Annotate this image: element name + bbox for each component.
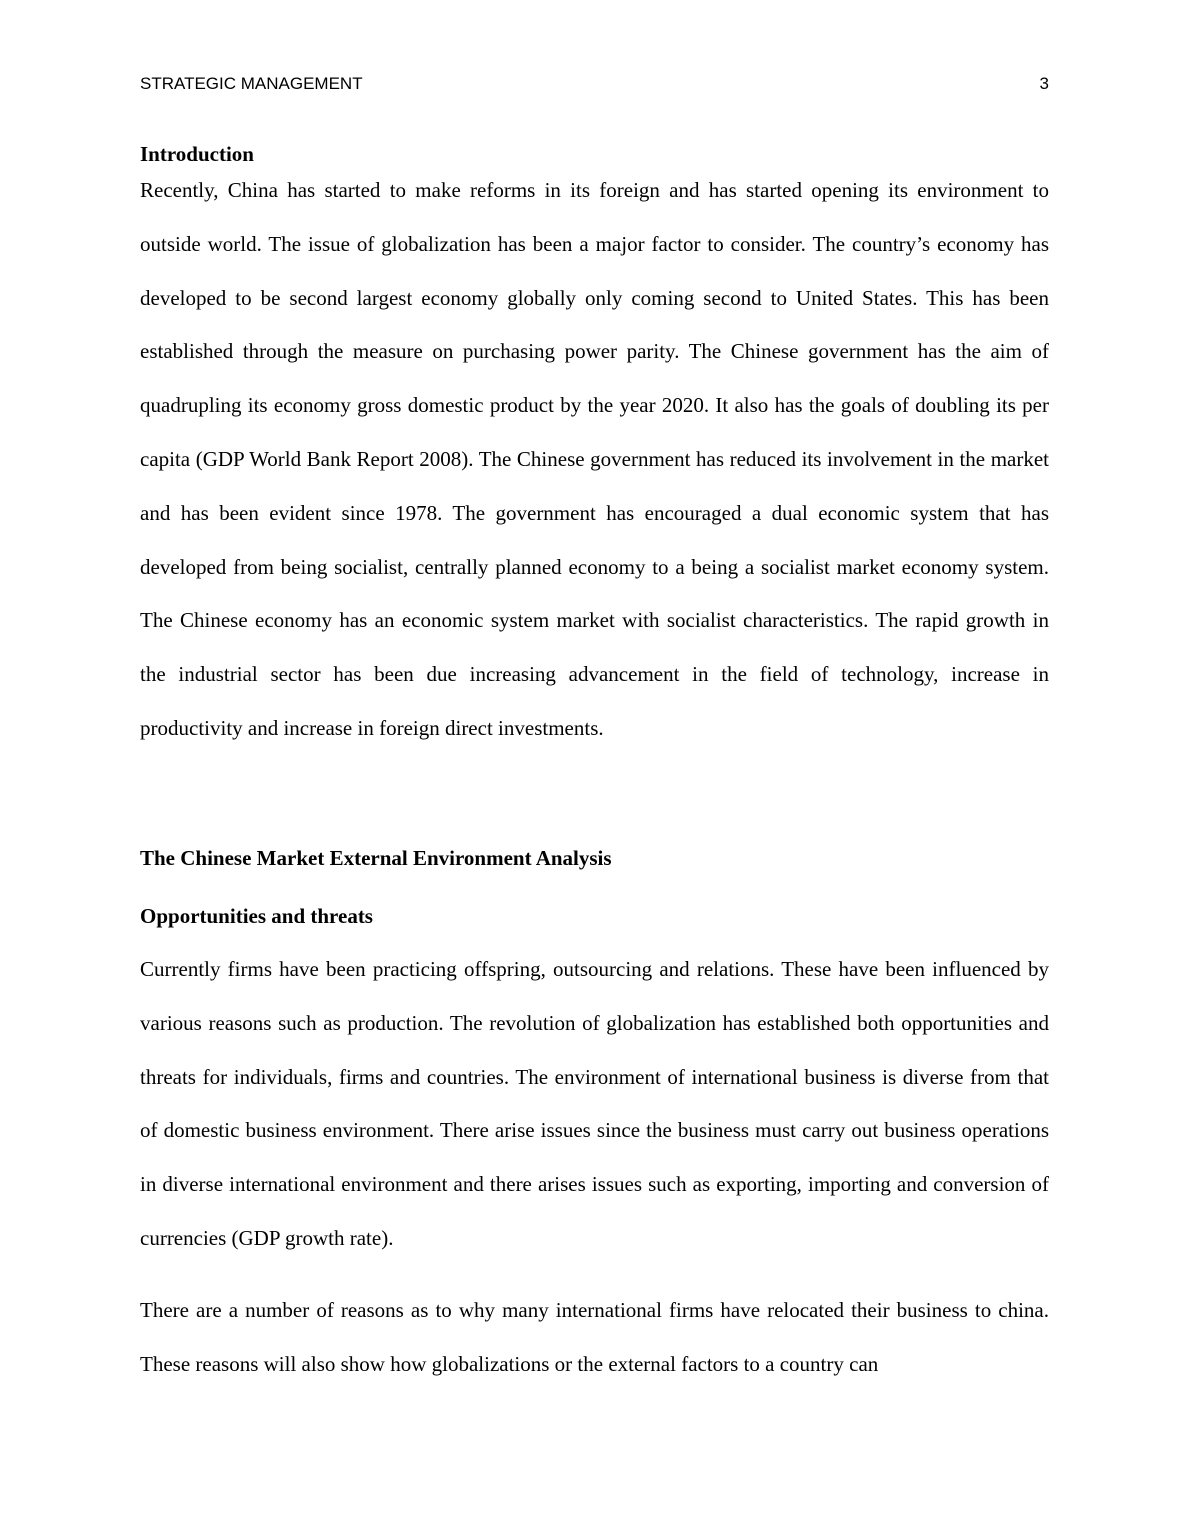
paragraph-opportunities-2: There are a number of reasons as to why many international firms have relocated their business to china. These reasons will also show how globalizations or the external factors to a country can — [140, 1298, 1049, 1376]
running-title: STRATEGIC MANAGEMENT — [140, 74, 363, 93]
page-number: 3 — [1039, 74, 1049, 93]
heading-opportunities-threats: Opportunities and threats — [140, 904, 373, 928]
heading-introduction: Introduction — [140, 142, 254, 166]
heading-external-analysis: The Chinese Market External Environment Analysis — [140, 846, 612, 870]
running-header — [140, 72, 1049, 96]
paragraph-opportunities-1: Currently firms have been practicing offspring, outsourcing and relations. These have been influenced by various reasons such as production. The revolution of globalization has established both opportunities and threats for individuals, firms and countries. The environment of international business is diverse from that of domestic business environment. There arise issues since the business must carry out business operations in diverse international environment and there arises issues such as exporting, importing and conversion of currencies (GDP growth rate). — [140, 957, 1049, 1250]
paragraph-introduction: Recently, China has started to make reforms in its foreign and has started opening its environment to outside world. The issue of globalization has been a major factor to consider. The country’s economy has developed to be second largest economy globally only coming second to United States. This has been established through the measure on purchasing power parity. The Chinese government has the aim of quadrupling its economy gross domestic product by the year 2020. It also has the goals of doubling its per capita (GDP World Bank Report 2008). The Chinese government has reduced its involvement in the market and has been evident since 1978. The government has encouraged a dual economic system that has developed from being socialist, centrally planned economy to a being a socialist market economy system. The Chinese economy has an economic system market with socialist characteristics. The rapid growth in the industrial sector has been due increasing advancement in the field of technology, increase in productivity and increase in foreign direct investments. — [140, 178, 1049, 740]
